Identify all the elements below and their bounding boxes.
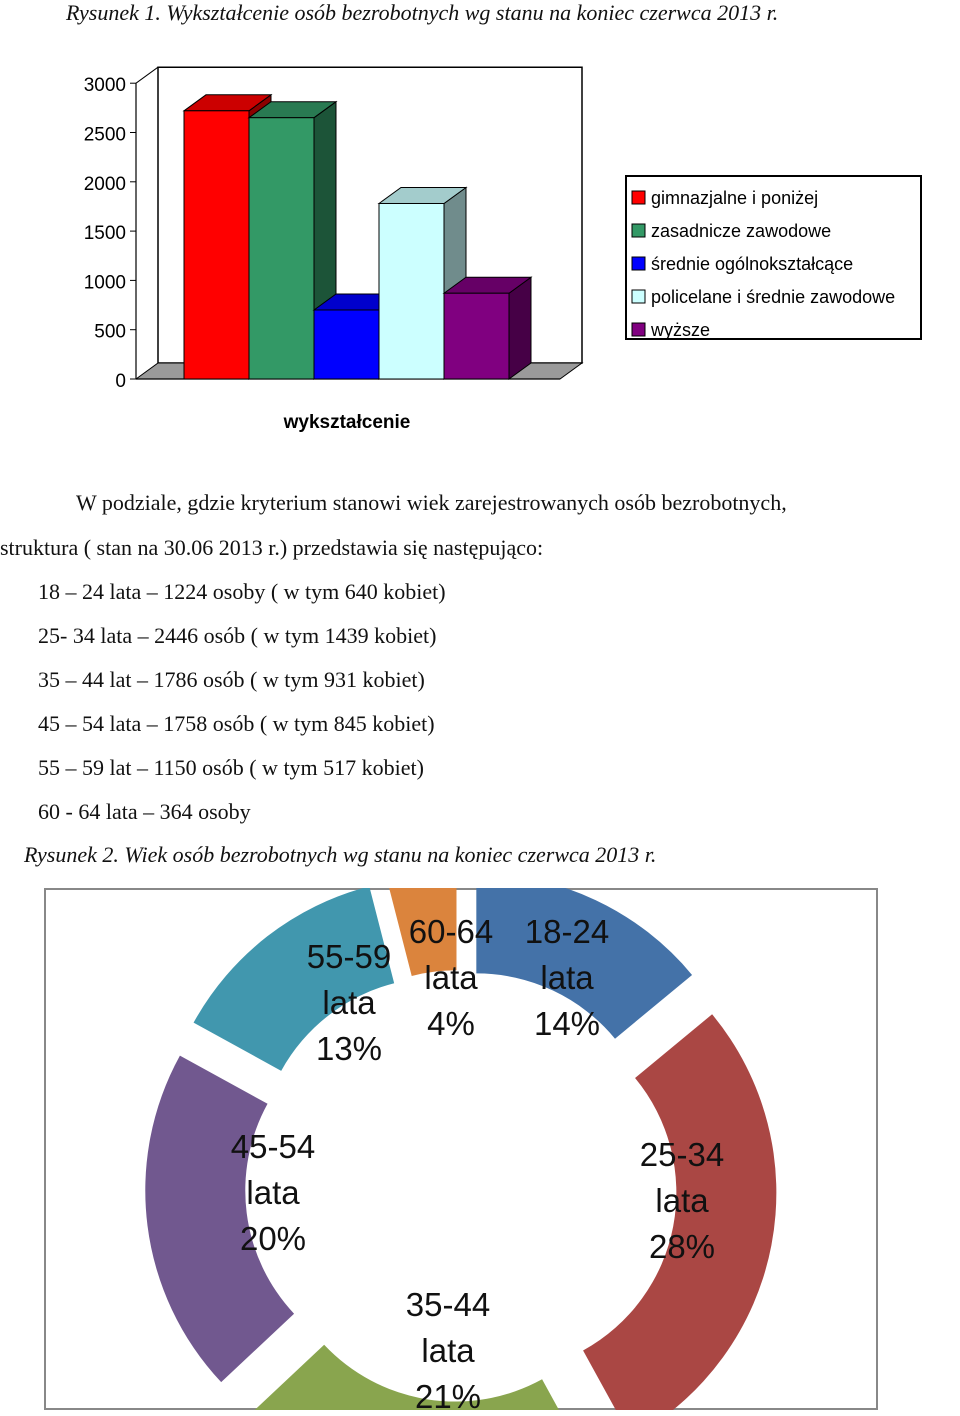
paragraph-line-1: W podziale, gdzie kryterium stanowi wiek zarejestrowanych osób bezrobotnych,	[76, 490, 787, 515]
bar	[444, 277, 531, 379]
legend-swatch	[632, 191, 645, 204]
figure-1-caption: Rysunek 1. Wykształcenie osób bezrobotnych wg stanu na koniec czerwca 2013 r.	[66, 0, 779, 25]
y-tick-label: 500	[94, 321, 126, 343]
slice-label-line: 60-64	[408, 913, 494, 950]
slice-label-line: lata	[246, 1174, 300, 1211]
slice-label-line: lata	[540, 959, 594, 996]
age-line: 18 – 24 lata – 1224 osoby ( w tym 640 kobiet)	[38, 579, 446, 604]
y-tick-label: 3000	[83, 75, 126, 97]
chart-wall-edge	[136, 67, 158, 83]
slice-label-line: lata	[424, 959, 478, 996]
age-doughnut-chart	[44, 888, 878, 1410]
legend-label: zasadnicze zawodowe	[651, 221, 832, 241]
y-tick-label: 1000	[83, 272, 126, 294]
bar-front	[444, 293, 509, 379]
paragraph-line-2: struktura ( stan na 30.06 2013 r.) przedstawia się następująco:	[0, 535, 544, 560]
bar-side	[509, 277, 531, 379]
slice-label-line: 28%	[648, 1228, 716, 1265]
slice-label-line: lata	[421, 1332, 475, 1369]
age-line: 60 - 64 lata – 364 osoby	[38, 799, 251, 824]
education-bar-chart	[0, 30, 960, 440]
bar-front	[249, 118, 314, 379]
y-tick-label: 0	[115, 371, 126, 392]
legend-label: gimnazjalne i poniżej	[651, 188, 819, 208]
slice-label-line: 21%	[414, 1378, 482, 1410]
age-line: 45 – 54 lata – 1758 osób ( w tym 845 kobiet)	[38, 711, 435, 736]
age-line: 55 – 59 lat – 1150 osób ( w tym 517 kobiet)	[38, 755, 424, 780]
slice-label-line: 25-34	[639, 1136, 725, 1173]
y-tick-label: 1500	[83, 223, 126, 245]
slice-label-line: lata	[322, 984, 376, 1021]
legend-swatch	[632, 323, 645, 336]
slice-label-line: 14%	[533, 1005, 601, 1042]
bar-front	[184, 111, 249, 379]
bar-front	[379, 203, 444, 379]
legend-swatch	[632, 290, 645, 303]
y-tick-label: 2000	[83, 173, 126, 195]
age-line: 25- 34 lata – 2446 osób ( w tym 1439 kobiet)	[38, 623, 437, 648]
legend-swatch	[632, 257, 645, 270]
slice-label-line: 45-54	[230, 1128, 316, 1165]
slice-label-line: 4%	[427, 1005, 475, 1042]
slice-label-line: 13%	[315, 1030, 383, 1067]
slice-label-line: 20%	[239, 1220, 307, 1257]
legend-label: wyższe	[651, 320, 711, 340]
bar-front	[314, 310, 379, 379]
slice-label-line: 35-44	[405, 1286, 491, 1323]
figure-2-caption: Rysunek 2. Wiek osób bezrobotnych wg stanu na koniec czerwca 2013 r.	[24, 842, 657, 867]
y-tick-label: 2500	[83, 124, 126, 146]
age-line: 35 – 44 lat – 1786 osób ( w tym 931 kobiet)	[38, 667, 425, 692]
legend-swatch	[632, 224, 645, 237]
x-axis-label: wykształcenie	[283, 412, 411, 433]
slice-label-line: 18-24	[524, 913, 610, 950]
legend-label: średnie ogólnokształcące	[651, 254, 854, 274]
slice-label-line: lata	[655, 1182, 709, 1219]
slice-label-line: 55-59	[306, 938, 392, 975]
legend-label: policelane i średnie zawodowe	[651, 287, 896, 307]
